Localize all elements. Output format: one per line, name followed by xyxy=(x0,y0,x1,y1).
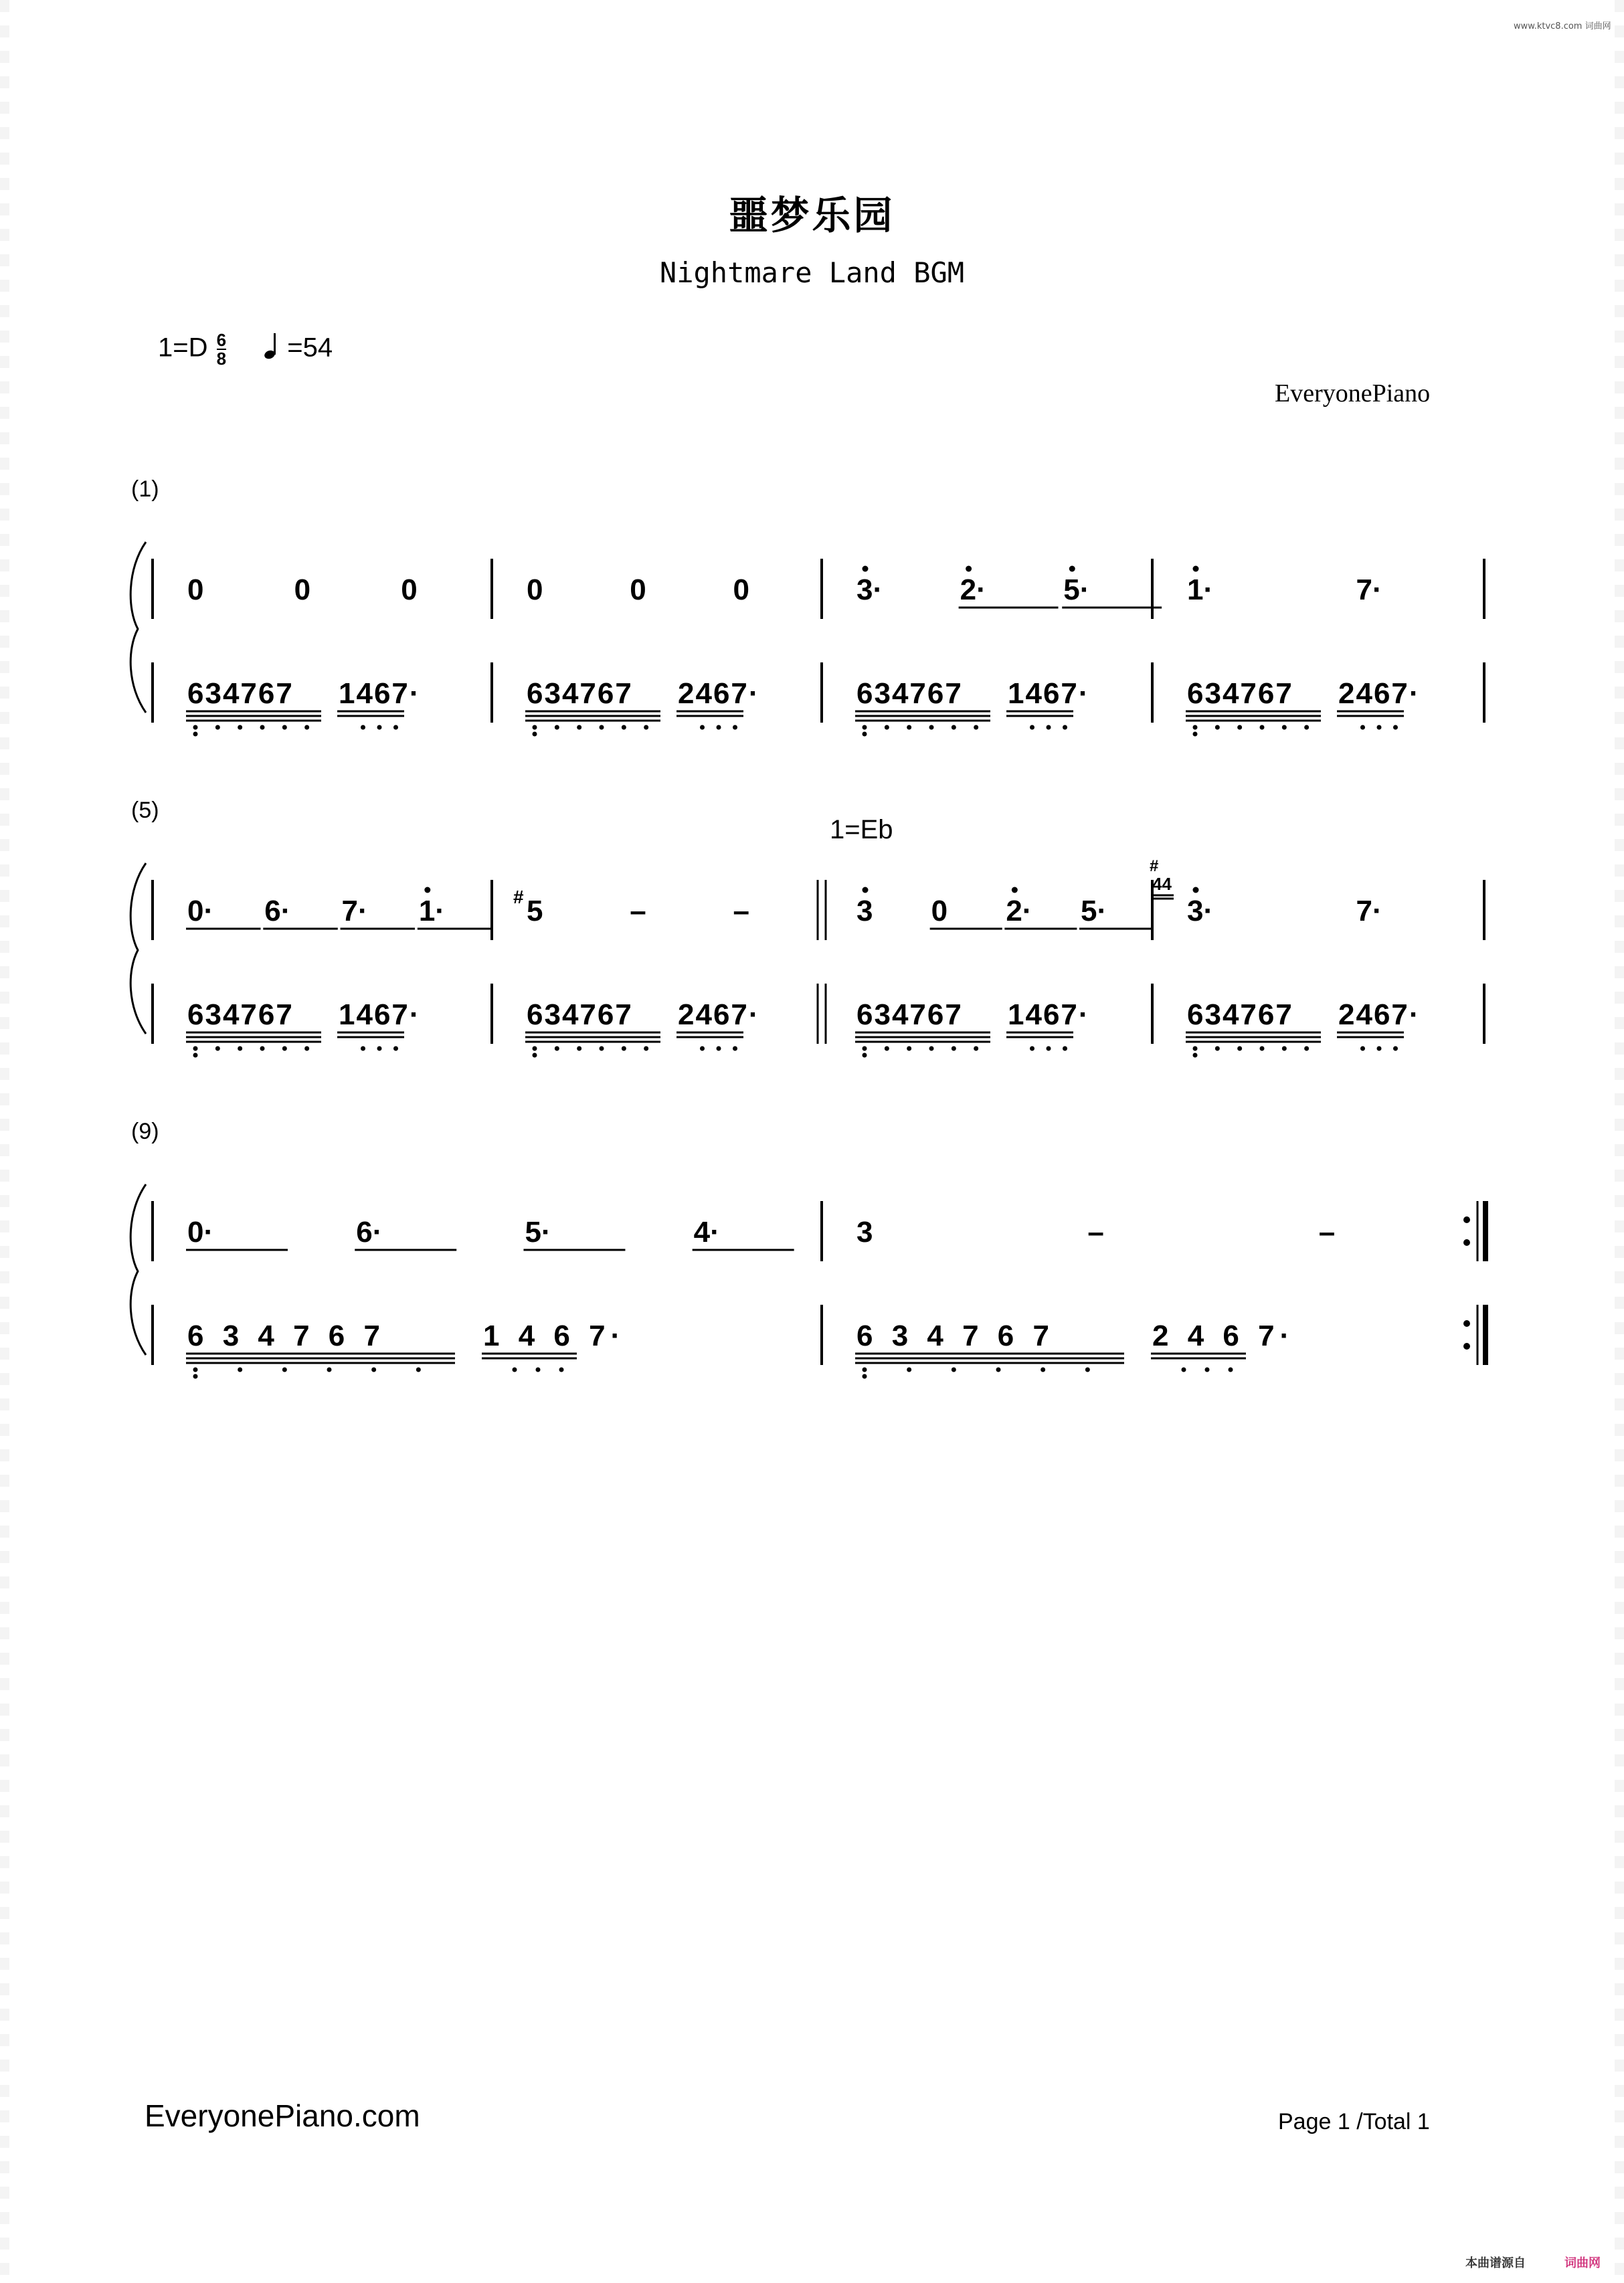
octave-low-dot xyxy=(1282,1046,1287,1051)
melody-note: 5· xyxy=(1081,895,1107,927)
octave-low-dot xyxy=(533,1046,537,1051)
octave-low-dot xyxy=(1193,1046,1198,1051)
octave-low-dot xyxy=(1063,725,1067,730)
octave-low-dot xyxy=(577,1046,581,1051)
octave-low-dot xyxy=(885,725,889,730)
octave-low-dot xyxy=(1047,1046,1051,1051)
accompaniment-group: 634767 xyxy=(1187,998,1293,1031)
melody-note: – xyxy=(1087,1216,1104,1249)
octave-low-dot xyxy=(533,1053,537,1058)
octave-low-dot xyxy=(717,725,721,730)
octave-low-dot xyxy=(577,725,581,730)
octave-high-dot xyxy=(863,887,869,893)
octave-low-dot xyxy=(377,1046,382,1051)
octave-low-dot xyxy=(416,1368,421,1372)
octave-low-dot xyxy=(193,1046,198,1051)
accompaniment-group: 1467· xyxy=(1008,998,1090,1031)
octave-low-dot xyxy=(513,1368,517,1372)
melody-note: 3 xyxy=(856,895,873,927)
melody-note: 0 xyxy=(931,895,948,927)
octave-low-dot xyxy=(622,1046,626,1051)
octave-low-dot xyxy=(907,1046,911,1051)
octave-high-dot xyxy=(863,566,869,572)
time-signature-bottom: 8 xyxy=(216,349,227,369)
measure-number-5: (5) xyxy=(131,798,159,823)
staff-brace xyxy=(130,1184,146,1355)
octave-low-dot xyxy=(282,1368,287,1372)
accompaniment-group: 6 3 4 7 6 7 xyxy=(187,1319,385,1352)
octave-low-dot xyxy=(1041,1368,1045,1372)
melody-note: 7· xyxy=(1356,573,1382,606)
melody-note: 2· xyxy=(1006,895,1032,927)
octave-low-dot xyxy=(600,725,604,730)
octave-low-dot xyxy=(1260,1046,1265,1051)
repeat-dot xyxy=(1463,1239,1470,1246)
octave-low-dot xyxy=(974,725,978,730)
octave-high-dot xyxy=(1193,887,1199,893)
octave-low-dot xyxy=(238,725,242,730)
octave-low-dot xyxy=(644,725,648,730)
octave-low-dot xyxy=(260,1046,265,1051)
octave-low-dot xyxy=(1229,1368,1233,1372)
octave-low-dot xyxy=(733,725,737,730)
corner-label-site: 词曲网 xyxy=(1564,2256,1601,2270)
melody-note: 3· xyxy=(856,573,883,606)
melody-note: 4· xyxy=(693,1216,720,1249)
accompaniment-group: 634767 xyxy=(187,998,294,1031)
octave-low-dot xyxy=(327,1368,332,1372)
time-signature-top: 6 xyxy=(216,330,227,350)
octave-low-dot xyxy=(733,1046,737,1051)
octave-low-dot xyxy=(533,725,537,730)
page-subtitle: Nightmare Land BGM xyxy=(659,256,965,289)
accompaniment-group: 634767 xyxy=(856,677,963,710)
octave-low-dot xyxy=(1193,725,1198,730)
octave-high-dot xyxy=(1193,566,1199,572)
accompaniment-group: 2467· xyxy=(678,998,760,1031)
octave-low-dot xyxy=(1237,1046,1242,1051)
octave-low-dot xyxy=(1360,1046,1365,1051)
octave-low-dot xyxy=(1304,725,1309,730)
octave-low-dot xyxy=(1304,1046,1309,1051)
octave-low-dot xyxy=(1393,1046,1398,1051)
grace-notes: 44 xyxy=(1152,874,1172,894)
melody-note: 0 xyxy=(527,573,543,606)
accompaniment-group: 634767 xyxy=(527,677,633,710)
octave-low-dot xyxy=(304,725,309,730)
key-signature: 1=D xyxy=(158,333,208,363)
accompaniment-group: 634767 xyxy=(187,677,294,710)
staff-brace xyxy=(130,863,146,1034)
octave-low-dot xyxy=(929,1046,934,1051)
octave-low-dot xyxy=(193,1374,198,1379)
accompaniment-group: 2467· xyxy=(1338,677,1421,710)
octave-low-dot xyxy=(1193,1053,1198,1058)
octave-low-dot xyxy=(238,1046,242,1051)
octave-low-dot xyxy=(193,1368,198,1372)
octave-low-dot xyxy=(863,725,867,730)
octave-low-dot xyxy=(974,1046,978,1051)
corner-label-source: 本曲谱源自 xyxy=(1465,2256,1526,2270)
octave-low-dot xyxy=(282,725,287,730)
key-change: 1=Eb xyxy=(830,815,893,844)
octave-low-dot xyxy=(559,1368,564,1372)
measure-number-1: (1) xyxy=(131,476,159,502)
footer-page: Page 1 /Total 1 xyxy=(1278,2109,1430,2134)
octave-low-dot xyxy=(393,725,398,730)
octave-low-dot xyxy=(555,1046,559,1051)
accompaniment-group: 2467· xyxy=(1338,998,1421,1031)
octave-high-dot xyxy=(1012,887,1018,893)
octave-low-dot xyxy=(215,1046,220,1051)
site-url: www.ktvc8.com 词曲网 xyxy=(1514,21,1611,31)
accompaniment-group: 2 4 6 7· xyxy=(1152,1319,1295,1352)
octave-low-dot xyxy=(555,725,559,730)
octave-low-dot xyxy=(1193,732,1198,737)
octave-low-dot xyxy=(1393,725,1398,730)
octave-low-dot xyxy=(996,1368,1001,1372)
octave-low-dot xyxy=(907,725,911,730)
melody-note: 5· xyxy=(525,1216,551,1249)
accompaniment-group: 2467· xyxy=(678,677,760,710)
octave-low-dot xyxy=(952,725,956,730)
melody-note: 6· xyxy=(264,895,291,927)
melody-note: – xyxy=(1318,1216,1336,1249)
octave-low-dot xyxy=(1030,725,1034,730)
octave-low-dot xyxy=(1030,1046,1034,1051)
melody-note: 1· xyxy=(418,895,445,927)
octave-low-dot xyxy=(907,1368,911,1372)
octave-low-dot xyxy=(952,1046,956,1051)
melody-note: 5 xyxy=(527,895,543,927)
octave-low-dot xyxy=(377,725,382,730)
accompaniment-group: 634767 xyxy=(1187,677,1293,710)
octave-low-dot xyxy=(193,1053,198,1058)
octave-low-dot xyxy=(863,1053,867,1058)
footer-site: EveryonePiano.com xyxy=(145,2098,420,2133)
accompaniment-group: 1467· xyxy=(1008,677,1090,710)
octave-low-dot xyxy=(193,725,198,730)
octave-low-dot xyxy=(717,1046,721,1051)
octave-low-dot xyxy=(1215,1046,1220,1051)
melody-note: 3 xyxy=(856,1216,873,1249)
octave-low-dot xyxy=(282,1046,287,1051)
melody-note: – xyxy=(630,895,646,927)
staff-brace xyxy=(130,542,146,713)
octave-low-dot xyxy=(863,732,867,737)
tempo: =54 xyxy=(287,333,333,363)
octave-low-dot xyxy=(1205,1368,1210,1372)
melody-note: 0 xyxy=(294,573,311,606)
octave-low-dot xyxy=(536,1368,541,1372)
octave-low-dot xyxy=(644,1046,648,1051)
measure-number-9: (9) xyxy=(131,1119,159,1144)
octave-low-dot xyxy=(1377,1046,1382,1051)
grace-sharp: # xyxy=(1150,857,1159,875)
octave-high-dot xyxy=(424,887,430,893)
octave-low-dot xyxy=(215,725,220,730)
melody-note: 7· xyxy=(1356,895,1382,927)
melody-note: 0 xyxy=(187,573,204,606)
octave-low-dot xyxy=(371,1368,376,1372)
octave-low-dot xyxy=(952,1368,956,1372)
octave-low-dot xyxy=(929,725,934,730)
octave-low-dot xyxy=(1063,1046,1067,1051)
octave-low-dot xyxy=(1085,1368,1090,1372)
octave-low-dot xyxy=(304,1046,309,1051)
accompaniment-group: 1467· xyxy=(339,677,421,710)
octave-low-dot xyxy=(1215,725,1220,730)
octave-low-dot xyxy=(1237,725,1242,730)
melody-note: 0 xyxy=(630,573,646,606)
arranger: EveryonePiano xyxy=(1275,379,1431,407)
octave-low-dot xyxy=(1377,725,1382,730)
melody-note: 0· xyxy=(187,895,214,927)
octave-low-dot xyxy=(863,1368,867,1372)
repeat-dot xyxy=(1463,1320,1470,1327)
octave-low-dot xyxy=(393,1046,398,1051)
accompaniment-group: 1 4 6 7· xyxy=(483,1319,626,1352)
repeat-dot xyxy=(1463,1343,1470,1350)
melody-note: 6· xyxy=(356,1216,383,1249)
accompaniment-group: 6 3 4 7 6 7 xyxy=(856,1319,1055,1352)
melody-note: 2· xyxy=(960,573,986,606)
octave-low-dot xyxy=(885,1046,889,1051)
octave-low-dot xyxy=(622,725,626,730)
octave-low-dot xyxy=(260,725,265,730)
octave-low-dot xyxy=(1260,725,1265,730)
octave-low-dot xyxy=(700,1046,705,1051)
octave-low-dot xyxy=(600,1046,604,1051)
melody-note: 0· xyxy=(187,1216,214,1249)
accompaniment-group: 634767 xyxy=(856,998,963,1031)
accompaniment-group: 634767 xyxy=(527,998,633,1031)
melody-note: 0 xyxy=(401,573,418,606)
octave-low-dot xyxy=(1282,725,1287,730)
octave-low-dot xyxy=(533,732,537,737)
melody-note: 1· xyxy=(1187,573,1214,606)
accompaniment-group: 1467· xyxy=(339,998,421,1031)
repeat-dot xyxy=(1463,1216,1470,1223)
page-title: 噩梦乐园 xyxy=(729,193,895,238)
octave-low-dot xyxy=(361,725,365,730)
octave-high-dot xyxy=(966,566,972,572)
melody-note: 0 xyxy=(733,573,749,606)
melody-note: 3· xyxy=(1187,895,1214,927)
octave-low-dot xyxy=(1047,725,1051,730)
octave-low-dot xyxy=(700,725,705,730)
octave-low-dot xyxy=(361,1046,365,1051)
melody-note: 7· xyxy=(341,895,368,927)
octave-low-dot xyxy=(1182,1368,1186,1372)
melody-note: 5· xyxy=(1063,573,1090,606)
octave-low-dot xyxy=(863,1374,867,1379)
octave-high-dot xyxy=(1069,566,1075,572)
octave-low-dot xyxy=(238,1368,242,1372)
octave-low-dot xyxy=(193,732,198,737)
sharp-accidental: # xyxy=(513,887,524,907)
melody-note: – xyxy=(733,895,749,927)
octave-low-dot xyxy=(1360,725,1365,730)
octave-low-dot xyxy=(863,1046,867,1051)
